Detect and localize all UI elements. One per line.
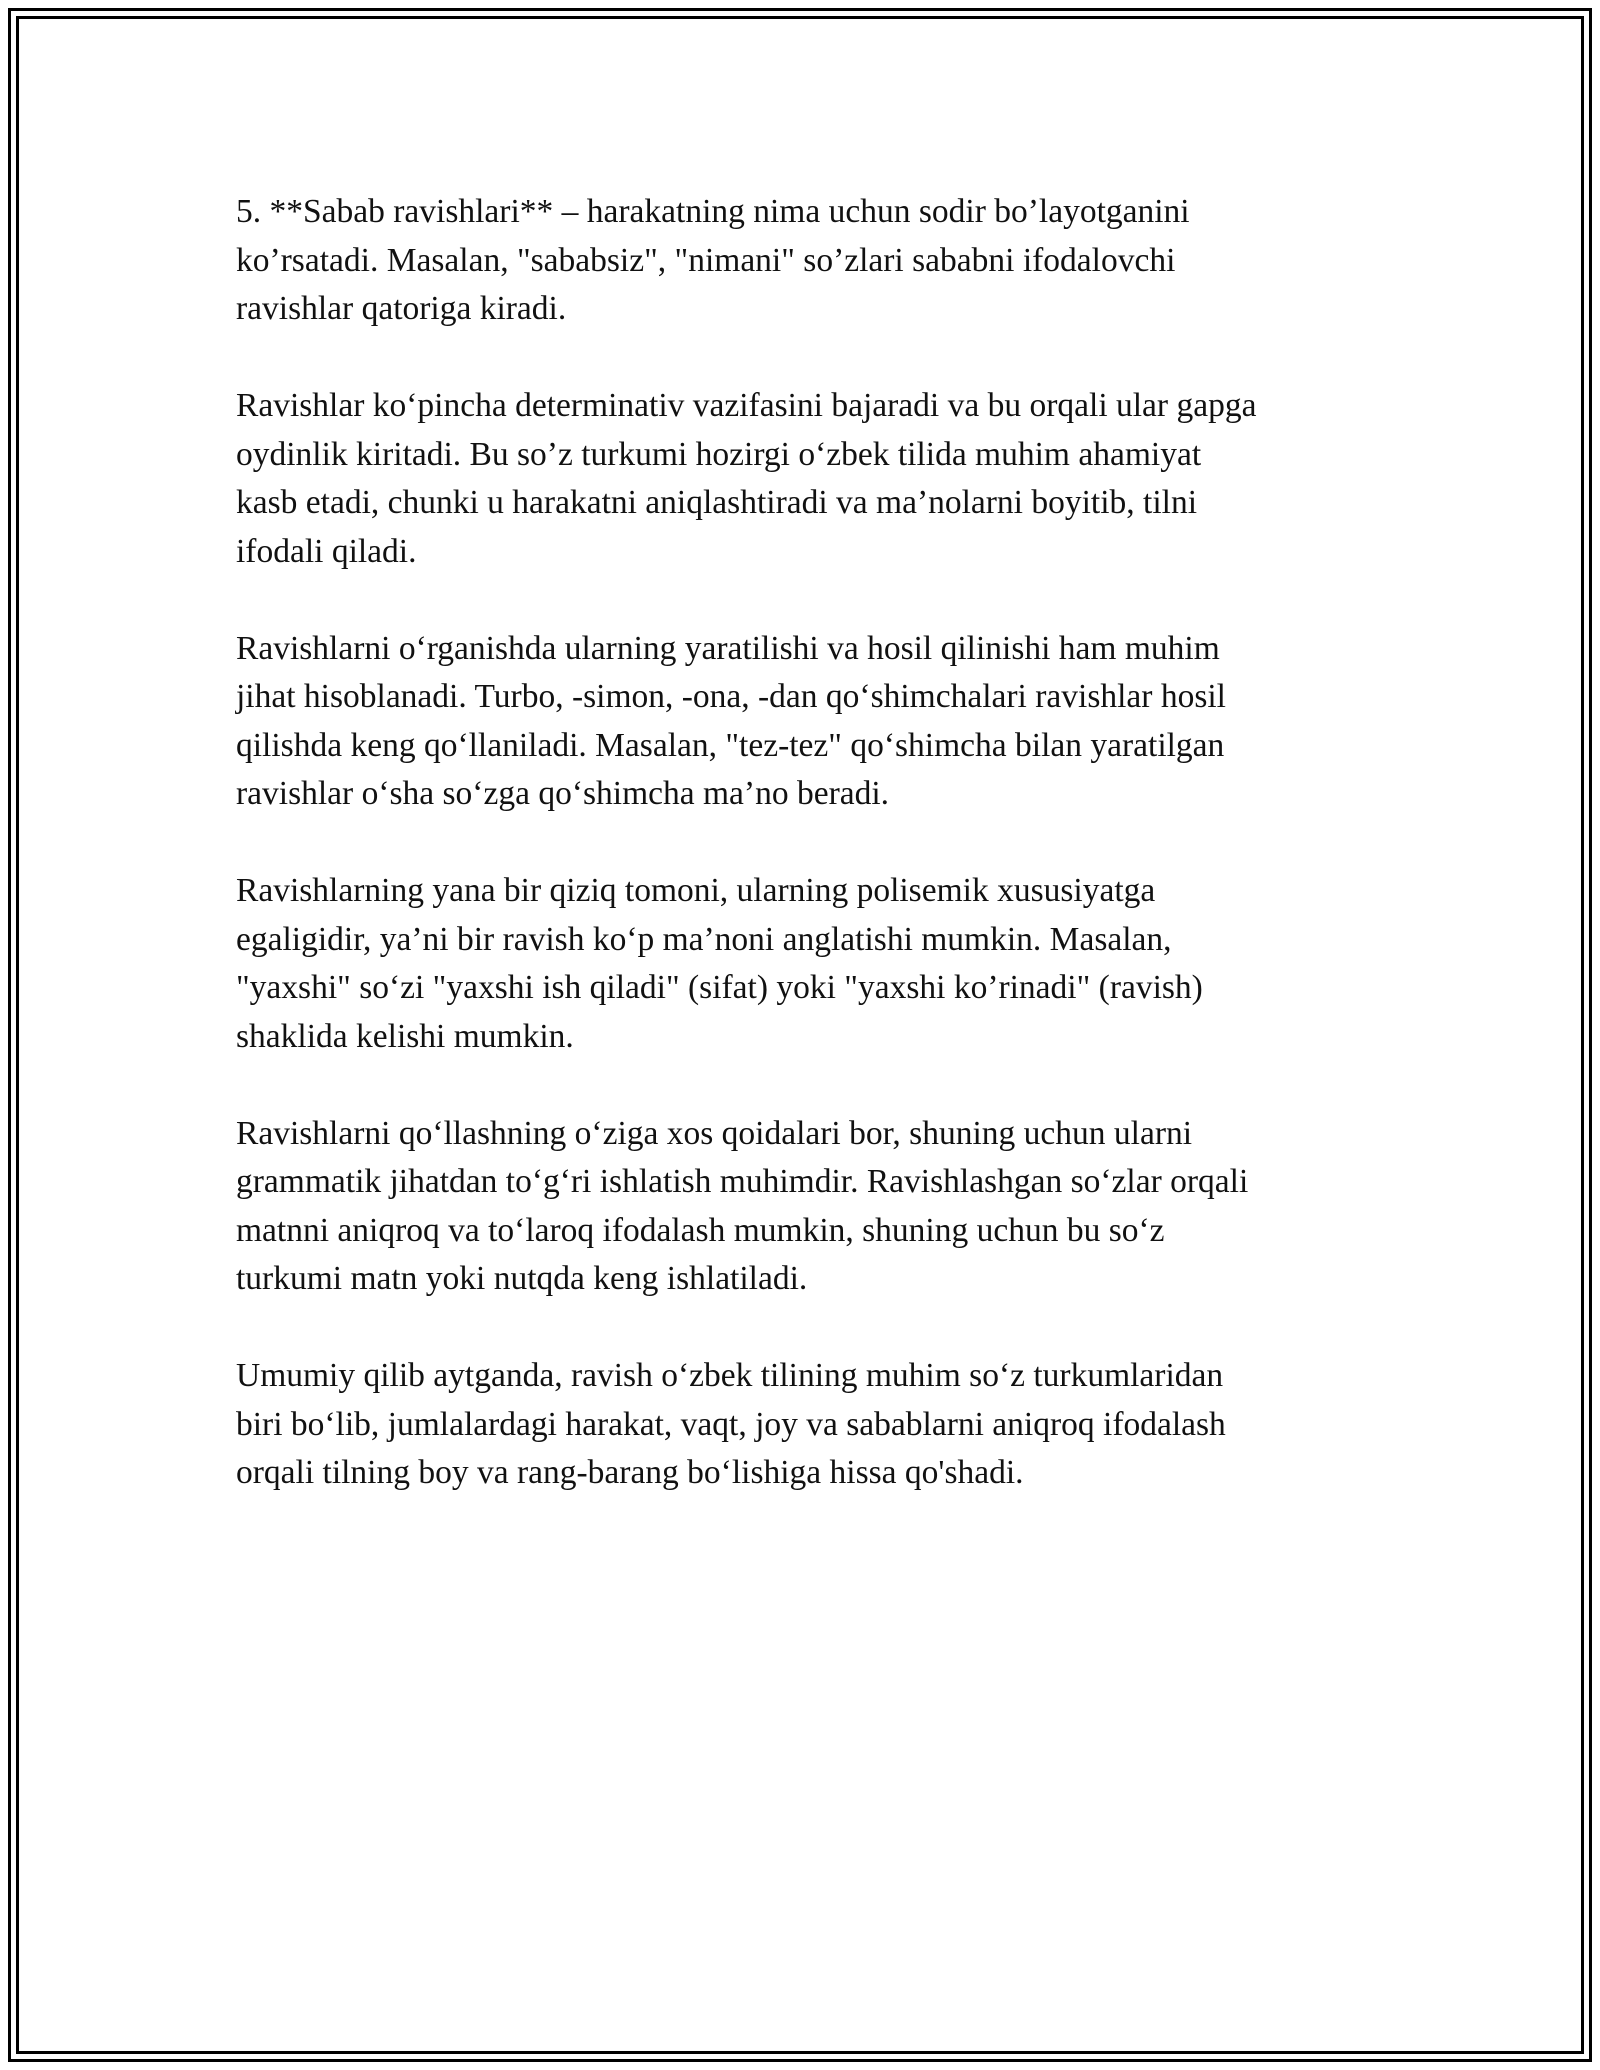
text-line: orqali tilning boy va rang-barang bo‘lishiga hissa qo'shadi.: [236, 1454, 1024, 1491]
text-line: biri bo‘lib, jumlalardagi harakat, vaqt, joy va sabablarni aniqroq ifodalash: [236, 1405, 1226, 1443]
paragraph-qoidalari: [236, 1110, 1366, 1304]
text-line: Umumiy qilib aytganda, ravish o‘zbek tilining muhim so‘z turkumlaridan: [236, 1357, 1224, 1394]
text-line: oydinlik kiritadi. Bu so’z turkumi hozirgi o‘zbek tilida muhim ahamiyat: [236, 435, 1202, 473]
text-line: ravishlar o‘sha so‘zga qo‘shimcha ma’no beradi.: [236, 775, 890, 812]
paragraph-polisemik: [236, 867, 1366, 1061]
text-line: egaligidir, ya’ni bir ravish ko‘p ma’noni anglatishi mumkin. Masalan,: [236, 920, 1172, 958]
text-line: Ravishlarning yana bir qiziq tomoni, ularning polisemik xususiyatga: [236, 872, 1156, 909]
text-line: turkumi matn yoki nutqda keng ishlatiladi.: [236, 1260, 808, 1297]
text-line: 5. **Sabab ravishlari** – harakatning nima uchun sodir bo’layotganini: [236, 193, 1190, 230]
text-line: Ravishlar ko‘pincha determinativ vazifasini bajaradi va bu orqali ular gapga: [236, 387, 1257, 424]
text-line: grammatik jihatdan to‘g‘ri ishlatish muhimdir. Ravishlashgan so‘zlar orqali: [236, 1163, 1249, 1200]
text-line: Ravishlarni o‘rganishda ularning yaratilishi va hosil qilinishi ham muhim: [236, 629, 1220, 667]
paragraph-yaratilishi: [236, 625, 1366, 819]
paragraph-umumiy-xulosa: [236, 1352, 1366, 1498]
paragraph-sabab-ravishlari: [236, 188, 1366, 334]
text-line: ifodali qiladi.: [236, 532, 417, 570]
text-line: kasb etadi, chunki u harakatni aniqlashtiradi va ma’nolarni boyitib, tilni: [236, 484, 1198, 521]
text-line: "yaxshi" so‘zi "yaxshi ish qiladi" (sifat) yoki "yaxshi ko’rinadi" (ravish): [236, 969, 1203, 1006]
text-line: shaklida kelishi mumkin.: [236, 1017, 574, 1055]
document-body: [236, 188, 1366, 1546]
paragraph-determinativ: [236, 382, 1366, 576]
text-line: ravishlar qatoriga kiradi.: [236, 290, 567, 327]
text-line: ko’rsatadi. Masalan, "sababsiz", "nimani" so’zlari sababni ifodalovchi: [236, 241, 1176, 279]
text-line: Ravishlarni qo‘llashning o‘ziga xos qoidalari bor, shuning uchun ularni: [236, 1114, 1193, 1152]
text-line: matnni aniqroq va to‘laroq ifodalash mumkin, shuning uchun bu so‘z: [236, 1211, 1165, 1249]
text-line: qilishda keng qo‘llaniladi. Masalan, "tez-tez" qo‘shimcha bilan yaratilgan: [236, 726, 1225, 764]
text-line: jihat hisoblanadi. Turbo, -simon, -ona, -dan qo‘shimchalari ravishlar hosil: [236, 678, 1226, 715]
